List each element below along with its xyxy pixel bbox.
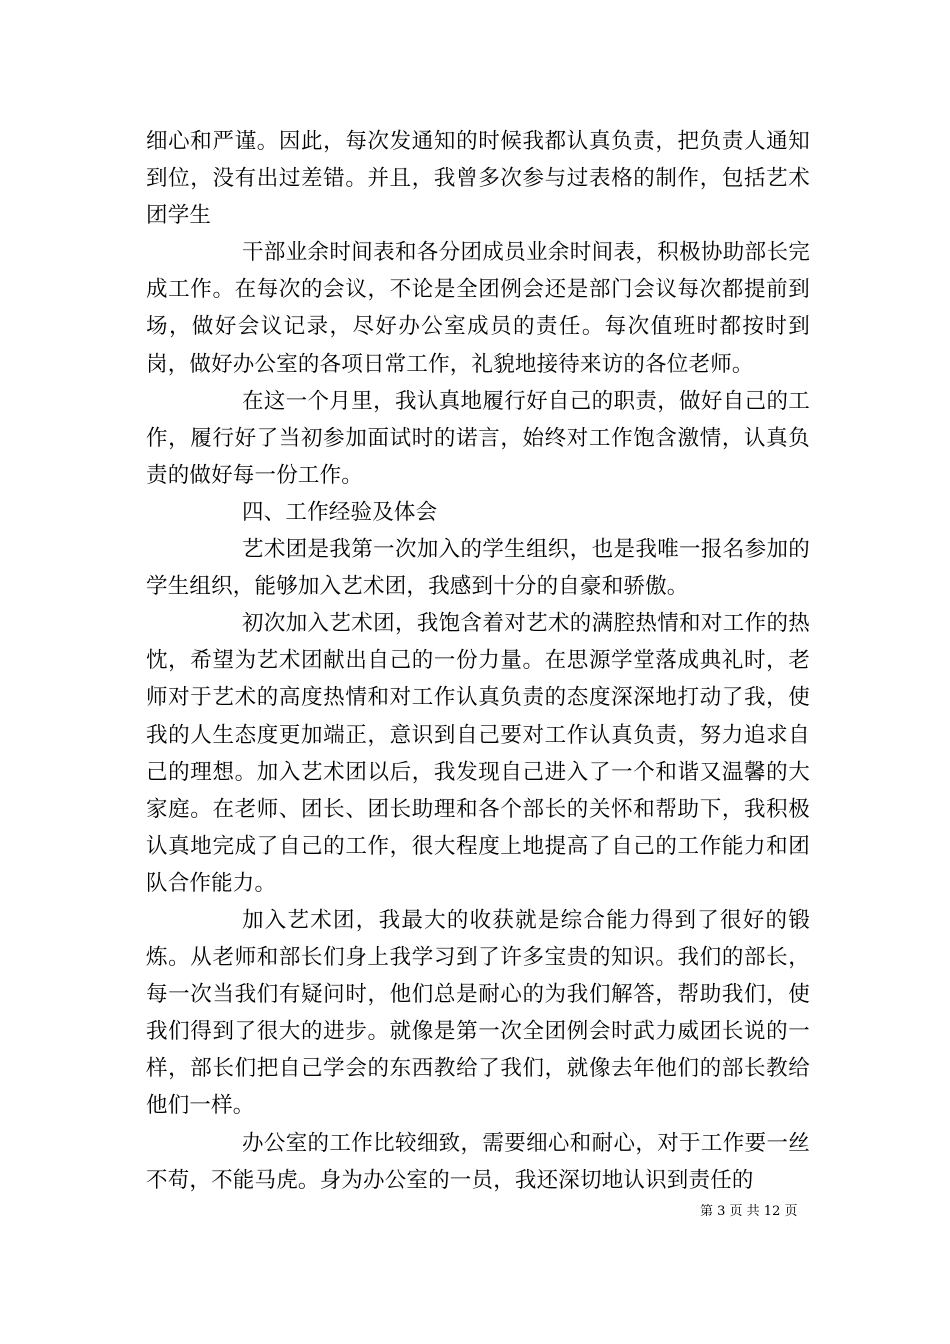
document-body	[146, 123, 810, 1199]
page-number-footer: 第 3 页 共 12 页	[700, 1204, 798, 1219]
paragraph-first-organization: 艺术团是我第一次加入的学生组织，也是我唯一报名参加的学生组织，能够加入艺术团，我感到十分的自豪和骄傲。	[146, 537, 810, 600]
paragraph-biggest-gain: 加入艺术团，我最大的收获就是综合能力得到了很好的锻炼。从老师和部长们身上我学习到了许多宝贵的知识。我们的部长，每一次当我们有疑问时，他们总是耐心的为我们解答，帮助我们，使我们得到了很大的进步。就像是第一次全团例会时武力威团长说的一样，部长们把自己学会的东西教给了我们，就像去年他们的部长教给他们一样。	[146, 907, 810, 1119]
paragraph-schedule-work: 干部业余时间表和各分团成员业余时间表，积极协助部长完成工作。在每次的会议，不论是全团例会还是部门会议每次都提前到场，做好会议记录，尽好办公室成员的责任。每次值班时都按时到岗，做好办公室的各项日常工作，礼貌地接待来访的各位老师。	[146, 240, 810, 377]
section-heading-experience: 四、工作经验及体会	[242, 499, 438, 525]
paragraph-continuation: 细心和严谨。因此，每次发通知的时候我都认真负责，把负责人通知到位，没有出过差错。并且，我曾多次参与过表格的制作，包括艺术团学生	[146, 129, 810, 229]
paragraph-joining-art-troupe: 初次加入艺术团，我饱含着对艺术的满腔热情和对工作的热忱，希望为艺术团献出自己的一份力量。在思源学堂落成典礼时，老师对于艺术的高度热情和对工作认真负责的态度深深地打动了我，使我的人生态度更加端正，意识到自己要对工作认真负责，努力追求自己的理想。加入艺术团以后，我发现自己进入了一个和谐又温馨的大家庭。在老师、团长、团长助理和各个部长的关怀和帮助下，我积极认真地完成了自己的工作，很大程度上地提高了自己的工作能力和团队合作能力。	[146, 611, 810, 896]
paragraph-month-duties: 在这一个月里，我认真地履行好自己的职责，做好自己的工作，履行好了当初参加面试时的诺言，始终对工作饱含激情，认真负责的做好每一份工作。	[146, 388, 810, 488]
paragraph-office-work: 办公室的工作比较细致，需要细心和耐心，对于工作要一丝不苟，不能马虎。身为办公室的一员，我还深切地认识到责任的	[146, 1130, 810, 1193]
